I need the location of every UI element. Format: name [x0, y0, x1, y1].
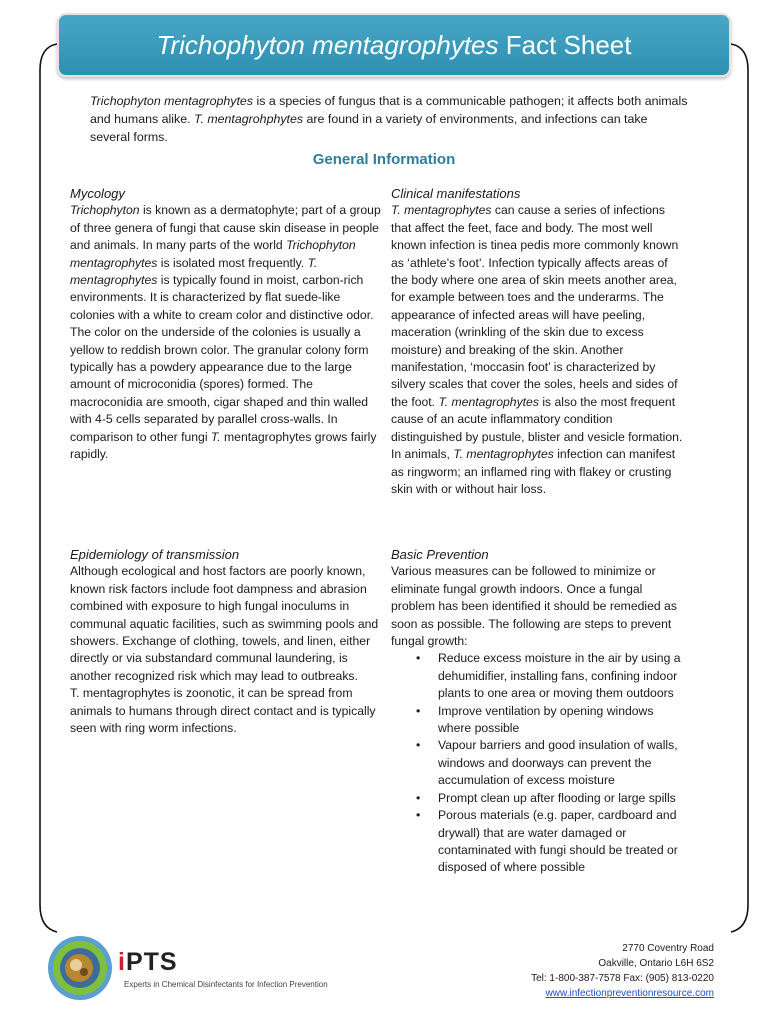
website-link[interactable]: www.infectionpreventionresource.com — [545, 988, 714, 999]
text-run: is typically found in moist, carbon-rich environments. It is characterized by flat suede-like colonies with a white to cream color and distinctive odor. The color on the underside of the colonies is usually a yellow to reddish brown color. The granular colony form typically has a powdery appearance due to the large amount of microconidia (spores) formed. The macroconidia are smooth, cigar shaped and thin walled with 4-5 cells separated by parallel cross-walls. In comparison to other fungi — [70, 273, 374, 444]
text-run: is also the most frequent cause of an acute inflammatory condition distinguished by pustule, blister and vesicle formation. In animals, — [391, 394, 683, 462]
section-title: General Information — [312, 151, 456, 168]
italic-run: T. mentagrophytes — [70, 255, 318, 288]
text-run: is a species of fungus that is a communicable pathogen; it affects both animals and humans alike. — [90, 94, 688, 126]
list-item: • Prompt clean up after flooding or large spills — [438, 790, 683, 807]
clinical-body — [391, 202, 683, 498]
italic-run: T. — [210, 429, 221, 444]
epidemiology-section — [70, 546, 382, 737]
italic-run: T. mentagrophytes — [453, 447, 554, 462]
mycology-section — [70, 185, 382, 464]
phone-line: Tel: 1-800-387-7578 Fax: (905) 813-0220 — [531, 973, 714, 984]
italic-run: T. mentagrophytes — [391, 203, 492, 218]
address-line-1: 2770 Coventry Road — [622, 943, 714, 954]
epidemiology-body-1: Although ecological and host factors are poorly known, known risk factors include foot dampness and abrasion combined with exposure to high fungal inoculums in communal aquatic facilities, such as swimming pools and showers. Exchange of clothing, towels, and linen, either directly or via substandard communal laundering, is another recognized risk which may lead to outbreaks. — [70, 564, 379, 683]
text-run: is isolated most frequently. — [157, 255, 308, 270]
list-item: • Improve ventilation by opening windows where possible — [438, 703, 683, 738]
page-title: Trichophyton mentagrophytes Fact Sheet — [156, 29, 632, 60]
mycology-heading: Mycology — [70, 186, 125, 201]
title-banner — [57, 13, 731, 77]
text-run: infection can manifest as ringworm; an inflamed ring with flakey or crusting skin with or without hair loss. — [391, 447, 676, 496]
prevention-section — [391, 546, 683, 877]
text-run: is known as a dermatophyte; part of a group of three genera of fungi that cause skin disease in people and animals. In many parts of the world — [70, 203, 381, 253]
globe-logo-icon — [46, 934, 114, 1002]
contact-block — [531, 941, 714, 1001]
brand-logo: iPTS — [118, 948, 178, 976]
italic-run: Trichophyton mentagrophytes — [90, 94, 254, 108]
italic-run: T. mentagrophytes — [438, 394, 539, 409]
address-line-2: Oakville, Ontario L6H 6S2 — [598, 958, 714, 969]
epidemiology-body-2: T. mentagrophytes is zoonotic, it can be spread from animals to humans through direct contact and is typically seen with ring worm infections. — [70, 686, 376, 736]
clinical-heading: Clinical manifestations — [391, 186, 521, 201]
intro-paragraph — [90, 92, 690, 146]
list-item: • Vapour barriers and good insulation of walls, windows and doorways can prevent the accumulation of excess moisture — [438, 737, 683, 789]
mycology-body — [70, 202, 382, 463]
prevention-intro: Various measures can be followed to minimize or eliminate fungal growth indoors. Once a fungal problem has been identified it should be remedied as soon as possible. The following are steps to prevent fungal growth: — [391, 564, 677, 649]
list-item: • Porous materials (e.g. paper, cardboard and drywall) that are water damaged or contaminated with fungi should be treated or disposed of where possible — [438, 807, 683, 877]
text-run: mentagrophytes grows fairly rapidly. — [70, 429, 377, 462]
italic-run: Trichophyton mentagrophytes — [70, 238, 356, 270]
prevention-list — [391, 650, 683, 876]
text-run: are found in a variety of environments, and infections can take several forms. — [90, 112, 648, 144]
epidemiology-heading: Epidemiology of transmission — [70, 547, 240, 562]
list-item: • Reduce excess moisture in the air by using a dehumidifier, installing fans, confining indoor plants to one area or moving them outdoors — [438, 650, 683, 702]
text-run: can cause a series of infections that affect the feet, face and body. The most well known infection is tinea pedis more commonly known as ‘athlete’s foot’. Infection typically affects areas of the body where one area of skin meets another area, for example between toes and the underarms. The appearance of infected areas will have peeling, maceration (wrinkling of the skin due to excess moisture) and breaking of the skin. Another manifestation, ‘moccasin foot’ is characterized by silvery scales that cover the soles, heels and sides of the foot. — [391, 203, 679, 409]
brand-tagline: Experts in Chemical Disinfectants for Infection Prevention — [124, 980, 328, 989]
italic-run: Trichophyton — [70, 203, 140, 218]
clinical-section — [391, 185, 683, 498]
italic-run: T. mentagrohphytes — [194, 112, 304, 126]
prevention-heading: Basic Prevention — [391, 547, 489, 562]
